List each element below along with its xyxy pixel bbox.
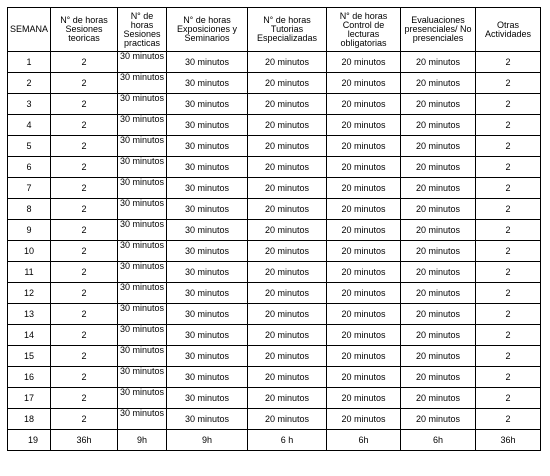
table-row [8,409,541,430]
cell-practicas: 30 minutos [118,199,167,220]
cell-control-lecturas: 20 minutos [327,157,401,178]
table-row [8,115,541,136]
cell-evaluaciones: 20 minutos [401,73,476,94]
cell-control-lecturas: 20 minutos [327,388,401,409]
cell-otras: 2 [476,73,541,94]
cell-teoricas: 2 [51,283,118,304]
total-evaluaciones: 6h [401,430,476,451]
cell-teoricas: 2 [51,220,118,241]
cell-practicas: 30 minutos [118,283,167,304]
total-practicas: 9h [118,430,167,451]
cell-evaluaciones: 20 minutos [401,115,476,136]
cell-teoricas: 2 [51,73,118,94]
cell-control-lecturas: 20 minutos [327,367,401,388]
cell-tutorias: 20 minutos [248,367,327,388]
cell-otras: 2 [476,262,541,283]
cell-semana: 14 [8,325,51,346]
cell-practicas: 30 minutos [118,241,167,262]
cell-semana: 5 [8,136,51,157]
cell-tutorias: 20 minutos [248,157,327,178]
cell-tutorias: 20 minutos [248,115,327,136]
cell-semana: 6 [8,157,51,178]
cell-control-lecturas: 20 minutos [327,262,401,283]
cell-practicas: 30 minutos [118,73,167,94]
cell-semana: 17 [8,388,51,409]
cell-semana: 11 [8,262,51,283]
table-row [8,325,541,346]
cell-semana: 1 [8,52,51,73]
total-control-lecturas: 6h [327,430,401,451]
cell-semana: 2 [8,73,51,94]
header-evaluaciones: Evaluaciones presenciales/ No presenciales [401,8,476,52]
cell-tutorias: 20 minutos [248,52,327,73]
cell-control-lecturas: 20 minutos [327,304,401,325]
cell-exposiciones: 30 minutos [167,283,248,304]
cell-semana: 3 [8,94,51,115]
cell-evaluaciones: 20 minutos [401,157,476,178]
cell-practicas: 30 minutos [118,262,167,283]
cell-evaluaciones: 20 minutos [401,262,476,283]
table-row [8,178,541,199]
cell-control-lecturas: 20 minutos [327,325,401,346]
table-row [8,241,541,262]
cell-otras: 2 [476,136,541,157]
cell-exposiciones: 30 minutos [167,325,248,346]
cell-otras: 2 [476,115,541,136]
cell-practicas: 30 minutos [118,115,167,136]
cell-otras: 2 [476,304,541,325]
table-row [8,136,541,157]
cell-practicas: 30 minutos [118,52,167,73]
cell-otras: 2 [476,94,541,115]
cell-otras: 2 [476,409,541,430]
total-tutorias: 6 h [248,430,327,451]
cell-practicas: 30 minutos [118,409,167,430]
cell-evaluaciones: 20 minutos [401,136,476,157]
cell-teoricas: 2 [51,94,118,115]
cell-semana: 8 [8,199,51,220]
cell-evaluaciones: 20 minutos [401,304,476,325]
table-row [8,367,541,388]
cell-exposiciones: 30 minutos [167,220,248,241]
table-row [8,220,541,241]
cell-exposiciones: 30 minutos [167,304,248,325]
cell-exposiciones: 30 minutos [167,388,248,409]
cell-teoricas: 2 [51,178,118,199]
cell-practicas: 30 minutos [118,157,167,178]
cell-practicas: 30 minutos [118,136,167,157]
table-row [8,52,541,73]
cell-evaluaciones: 20 minutos [401,220,476,241]
total-exposiciones: 9h [167,430,248,451]
cell-exposiciones: 30 minutos [167,262,248,283]
cell-tutorias: 20 minutos [248,136,327,157]
table-row [8,346,541,367]
header-tutorias: N° de horas Tutorias Especializadas [248,8,327,52]
cell-otras: 2 [476,241,541,262]
cell-tutorias: 20 minutos [248,409,327,430]
cell-control-lecturas: 20 minutos [327,52,401,73]
cell-otras: 2 [476,199,541,220]
cell-evaluaciones: 20 minutos [401,388,476,409]
cell-control-lecturas: 20 minutos [327,409,401,430]
cell-practicas: 30 minutos [118,178,167,199]
table-body [8,52,541,430]
cell-teoricas: 2 [51,52,118,73]
totals-row [8,430,541,451]
cell-exposiciones: 30 minutos [167,94,248,115]
cell-evaluaciones: 20 minutos [401,178,476,199]
cell-evaluaciones: 20 minutos [401,325,476,346]
table-row [8,304,541,325]
cell-control-lecturas: 20 minutos [327,73,401,94]
cell-practicas: 30 minutos [118,94,167,115]
cell-semana: 12 [8,283,51,304]
header-semana: SEMANA [8,8,51,52]
cell-evaluaciones: 20 minutos [401,199,476,220]
cell-control-lecturas: 20 minutos [327,220,401,241]
table-row [8,199,541,220]
cell-otras: 2 [476,325,541,346]
cell-exposiciones: 30 minutos [167,409,248,430]
cell-semana: 9 [8,220,51,241]
cell-tutorias: 20 minutos [248,283,327,304]
cell-practicas: 30 minutos [118,220,167,241]
cell-teoricas: 2 [51,304,118,325]
table-row [8,157,541,178]
table-row [8,262,541,283]
table-row [8,73,541,94]
cell-teoricas: 2 [51,388,118,409]
cell-exposiciones: 30 minutos [167,52,248,73]
cell-exposiciones: 30 minutos [167,73,248,94]
cell-teoricas: 2 [51,325,118,346]
cell-tutorias: 20 minutos [248,220,327,241]
cell-teoricas: 2 [51,346,118,367]
cell-otras: 2 [476,388,541,409]
cell-teoricas: 2 [51,115,118,136]
header-sesiones-teoricas: N° de horas Sesiones teoricas [51,8,118,52]
cell-tutorias: 20 minutos [248,73,327,94]
table-header [8,8,541,52]
cell-evaluaciones: 20 minutos [401,94,476,115]
table-totals [8,430,541,451]
cell-evaluaciones: 20 minutos [401,52,476,73]
cell-teoricas: 2 [51,241,118,262]
header-otras-actividades: Otras Actividades [476,8,541,52]
cell-control-lecturas: 20 minutos [327,241,401,262]
cell-exposiciones: 30 minutos [167,136,248,157]
cell-semana: 13 [8,304,51,325]
cell-practicas: 30 minutos [118,388,167,409]
cell-evaluaciones: 20 minutos [401,283,476,304]
cell-exposiciones: 30 minutos [167,241,248,262]
cell-exposiciones: 30 minutos [167,199,248,220]
cell-semana: 18 [8,409,51,430]
cell-exposiciones: 30 minutos [167,178,248,199]
cell-tutorias: 20 minutos [248,262,327,283]
cell-otras: 2 [476,346,541,367]
cell-evaluaciones: 20 minutos [401,409,476,430]
cell-exposiciones: 30 minutos [167,115,248,136]
cell-otras: 2 [476,367,541,388]
cell-otras: 2 [476,157,541,178]
cell-tutorias: 20 minutos [248,388,327,409]
cell-exposiciones: 30 minutos [167,346,248,367]
table-row [8,388,541,409]
cell-teoricas: 2 [51,199,118,220]
cell-tutorias: 20 minutos [248,199,327,220]
cell-semana: 4 [8,115,51,136]
cell-evaluaciones: 20 minutos [401,241,476,262]
cell-control-lecturas: 20 minutos [327,136,401,157]
total-teoricas: 36h [51,430,118,451]
cell-teoricas: 2 [51,136,118,157]
cell-tutorias: 20 minutos [248,325,327,346]
cell-semana: 16 [8,367,51,388]
cell-control-lecturas: 20 minutos [327,94,401,115]
cell-semana: 10 [8,241,51,262]
cell-practicas: 30 minutos [118,346,167,367]
cell-semana: 15 [8,346,51,367]
cell-teoricas: 2 [51,262,118,283]
cell-tutorias: 20 minutos [248,94,327,115]
cell-practicas: 30 minutos [118,304,167,325]
cell-teoricas: 2 [51,367,118,388]
cell-control-lecturas: 20 minutos [327,178,401,199]
cell-exposiciones: 30 minutos [167,367,248,388]
cell-teoricas: 2 [51,157,118,178]
cell-control-lecturas: 20 minutos [327,115,401,136]
header-control-lecturas: N° de horas Control de lecturas obligatorias [327,8,401,52]
cell-control-lecturas: 20 minutos [327,283,401,304]
cell-practicas: 30 minutos [118,325,167,346]
cell-tutorias: 20 minutos [248,178,327,199]
cell-practicas: 30 minutos [118,367,167,388]
table-row [8,283,541,304]
cell-evaluaciones: 20 minutos [401,346,476,367]
total-semana: 19 [8,430,51,451]
header-row [8,8,541,52]
cell-tutorias: 20 minutos [248,346,327,367]
cell-evaluaciones: 20 minutos [401,367,476,388]
cell-otras: 2 [476,52,541,73]
cell-control-lecturas: 20 minutos [327,199,401,220]
cell-otras: 2 [476,283,541,304]
cell-otras: 2 [476,220,541,241]
cell-semana: 7 [8,178,51,199]
table-row [8,94,541,115]
header-sesiones-practicas: N° de horas Sesiones practicas [118,8,167,52]
cell-tutorias: 20 minutos [248,241,327,262]
cell-exposiciones: 30 minutos [167,157,248,178]
cell-otras: 2 [476,178,541,199]
total-otras: 36h [476,430,541,451]
cell-control-lecturas: 20 minutos [327,346,401,367]
cell-tutorias: 20 minutos [248,304,327,325]
cell-teoricas: 2 [51,409,118,430]
schedule-table [7,7,541,451]
header-exposiciones: N° de horas Exposiciones y Seminarios [167,8,248,52]
